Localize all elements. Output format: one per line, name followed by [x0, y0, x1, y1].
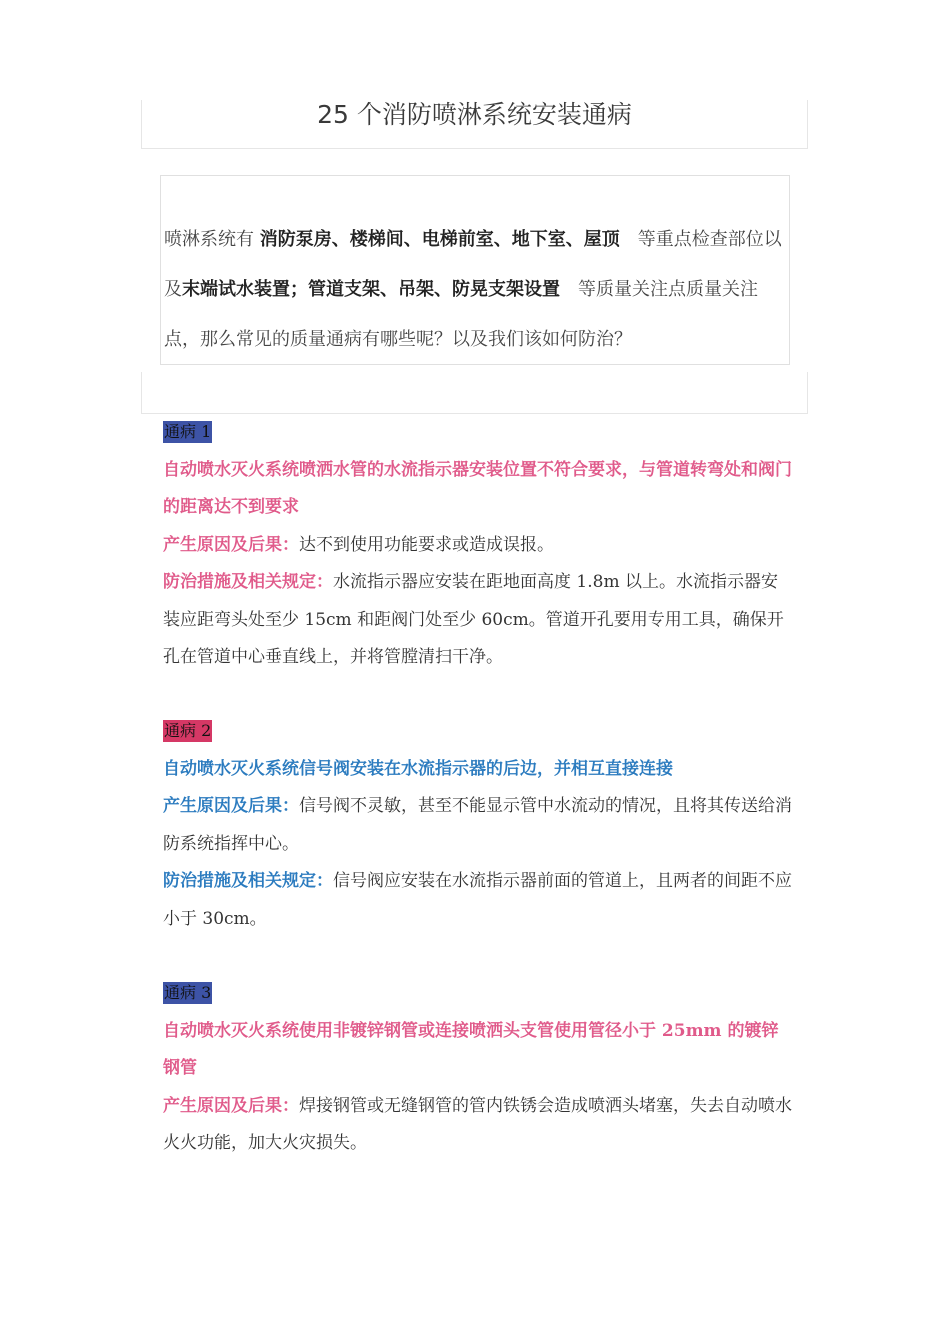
- title-frame: [141, 100, 808, 149]
- intro-bold-1: 消防泵房、楼梯间、电梯前室、地下室、屋顶: [259, 229, 620, 250]
- cause-label-3: 产生原因及后果：: [163, 1095, 299, 1116]
- defect-section-3: [163, 975, 793, 1163]
- defect-heading-2: 自动喷水灭火系统信号阀安装在水流指示器的后边，并相互直接连接: [163, 758, 673, 779]
- defect-section-2: [163, 713, 793, 938]
- intro-box: [160, 175, 790, 365]
- intro-text-2: 等重点检查部位以及: [164, 229, 782, 300]
- intro-paragraph: [164, 215, 786, 365]
- defect-heading-1: 自动喷水灭火系统喷洒水管的水流指示器安装位置不符合要求，与管道转弯处和阀门的距离达不到要求: [163, 459, 792, 517]
- intro-text-1: 喷淋系统有: [164, 229, 260, 250]
- measure-label-2: 防治措施及相关规定：: [163, 871, 333, 891]
- measure-text-2: 信号阀应安装在水流指示器前面的管道上，且两者的间距不应小于 30cm。: [163, 871, 792, 929]
- defect-heading-3: 自动喷水灭火系统使用非镀锌钢管或连接喷洒头支管使用管径小于 25mm 的镀锌钢管: [163, 1020, 779, 1078]
- defect-tag-1: 通病 1: [164, 422, 212, 441]
- cause-text-3: 焊接钢管或无缝钢管的管内铁锈会造成喷洒头堵塞，失去自动喷水火火功能，加大火灾损失。: [163, 1095, 792, 1153]
- intro-text-3: 等质量关注点质量关注点，那么常见的质量通病有哪些呢？以及我们该如何防治？: [164, 279, 758, 350]
- defect-section-1: [163, 414, 793, 677]
- page-title: 25 个消防喷淋系统安装通病: [317, 100, 632, 129]
- cause-text-1: 达不到使用功能要求或造成误报。: [299, 534, 554, 555]
- cause-text-2: 信号阀不灵敏，甚至不能显示管中水流动的情况，且将其传送给消防系统指挥中心。: [163, 796, 792, 854]
- cause-label-2: 产生原因及后果：: [163, 796, 299, 816]
- intro-frame-bottom: [141, 372, 808, 414]
- measure-label-1: 防治措施及相关规定：: [163, 572, 333, 592]
- defect-tag-2: 通病 2: [164, 721, 212, 740]
- defect-tag-3: 通病 3: [164, 983, 212, 1002]
- cause-label-1: 产生原因及后果：: [163, 534, 299, 555]
- measure-text-1: 水流指示器应安装在距地面高度 1.8m 以上。水流指示器安装应距弯头处至少 15cm 和距阀门处至少 60cm。管道开孔要用专用工具，确保开孔在管道中心垂直线上，并将管膛清扫干净。: [163, 572, 784, 667]
- intro-bold-2: 末端试水装置；管道支架、吊架、防晃支架设置: [182, 279, 560, 300]
